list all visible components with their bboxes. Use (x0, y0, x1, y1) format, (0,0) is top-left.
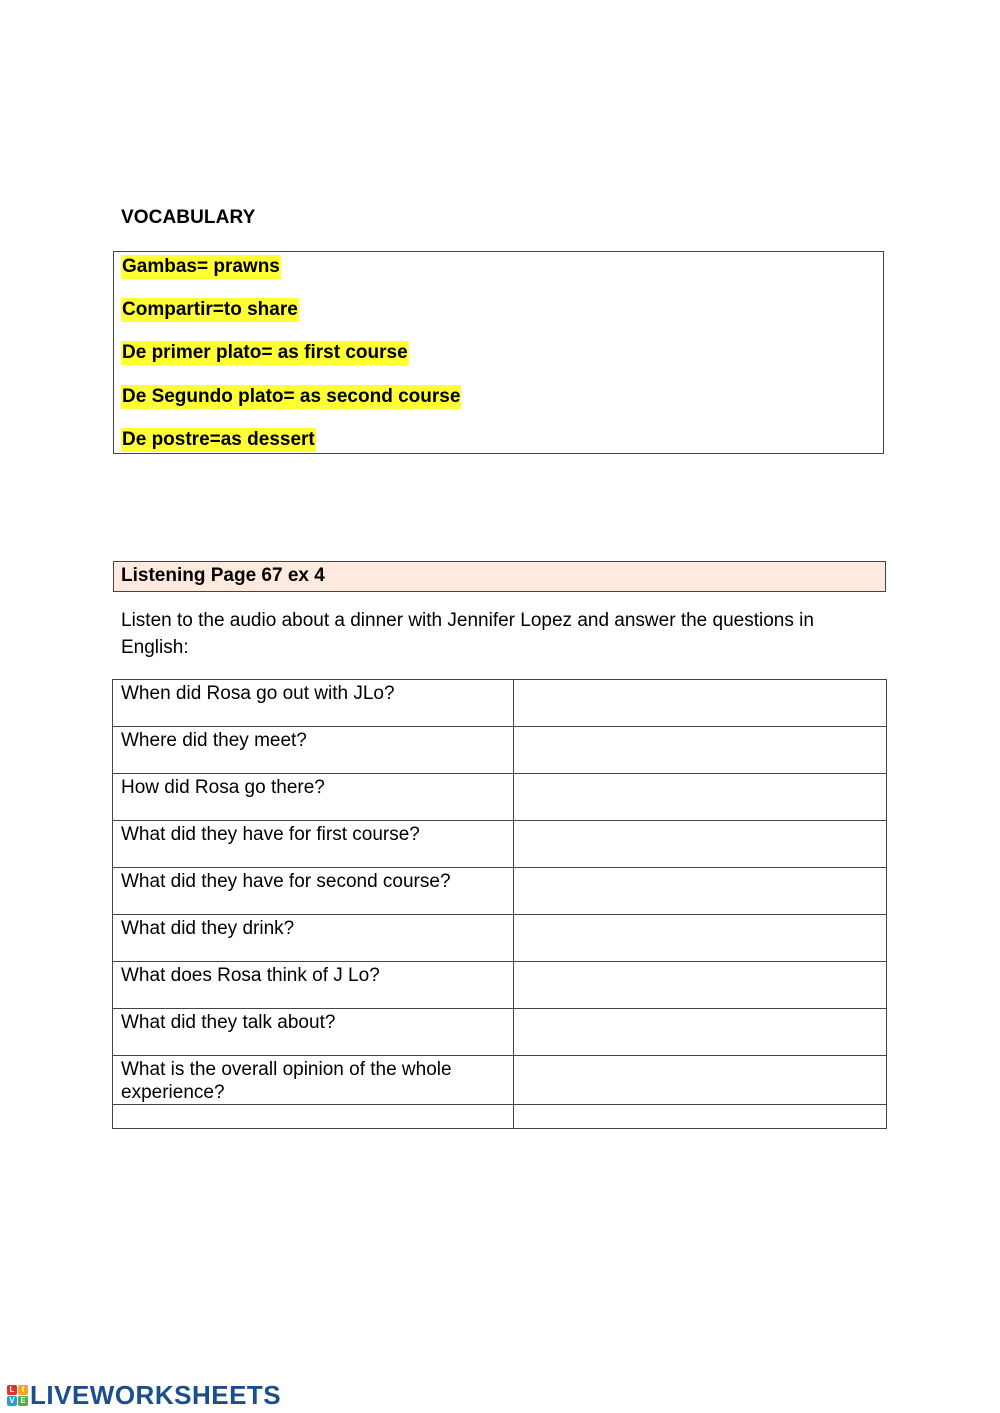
vocabulary-box (113, 251, 884, 454)
table-row (113, 727, 887, 774)
answer-cell[interactable] (514, 1056, 887, 1105)
question-cell: What did they drink? (113, 915, 514, 962)
logo-mark-icon (7, 1385, 28, 1406)
listening-header-box (113, 561, 886, 592)
logo-mark-letter: I (18, 1385, 28, 1395)
vocab-item-primer-plato: De primer plato= as first course (122, 342, 408, 363)
empty-cell (113, 1105, 514, 1129)
question-cell: How did Rosa go there? (113, 774, 514, 821)
answer-cell[interactable] (514, 1009, 887, 1056)
logo-text: LIVEWORKSHEETS (30, 1379, 282, 1410)
table-row (113, 868, 887, 915)
table-row (113, 1009, 887, 1056)
question-cell: What does Rosa think of J Lo? (113, 962, 514, 1009)
vocab-item-postre: De postre=as dessert (122, 429, 315, 450)
logo-mark-letter: V (7, 1396, 17, 1406)
logo-mark-letter: L (7, 1385, 17, 1395)
listening-title: Listening Page 67 ex 4 (121, 565, 325, 586)
question-cell: What did they have for second course? (113, 868, 514, 915)
vocab-item-segundo-plato: De Segundo plato= as second course (122, 386, 461, 407)
answer-cell[interactable] (514, 680, 887, 727)
table-row (113, 774, 887, 821)
questions-table (112, 679, 887, 1129)
table-row (113, 962, 887, 1009)
question-cell: Where did they meet? (113, 727, 514, 774)
listening-instructions: Listen to the audio about a dinner with Jennifer Lopez and answer the questions in English: (121, 610, 814, 658)
question-cell: When did Rosa go out with JLo? (113, 680, 514, 727)
table-row (113, 1056, 887, 1105)
logo-mark-letter: E (18, 1396, 28, 1406)
question-cell: What did they talk about? (113, 1009, 514, 1056)
table-row (113, 680, 887, 727)
answer-cell[interactable] (514, 962, 887, 1009)
answer-cell[interactable] (514, 868, 887, 915)
answer-cell[interactable] (514, 821, 887, 868)
question-cell: What did they have for first course? (113, 821, 514, 868)
answer-cell[interactable] (514, 727, 887, 774)
liveworksheets-logo[interactable] (7, 1381, 281, 1409)
table-row (113, 821, 887, 868)
vocab-item-gambas: Gambas= prawns (122, 256, 280, 277)
vocabulary-heading: VOCABULARY (121, 207, 256, 228)
answer-cell[interactable] (514, 774, 887, 821)
table-row (113, 915, 887, 962)
answer-cell[interactable] (514, 915, 887, 962)
empty-cell (514, 1105, 887, 1129)
vocab-item-compartir: Compartir=to share (122, 299, 298, 320)
table-row-empty (113, 1105, 887, 1129)
question-cell: What is the overall opinion of the whole experience? (113, 1056, 514, 1105)
